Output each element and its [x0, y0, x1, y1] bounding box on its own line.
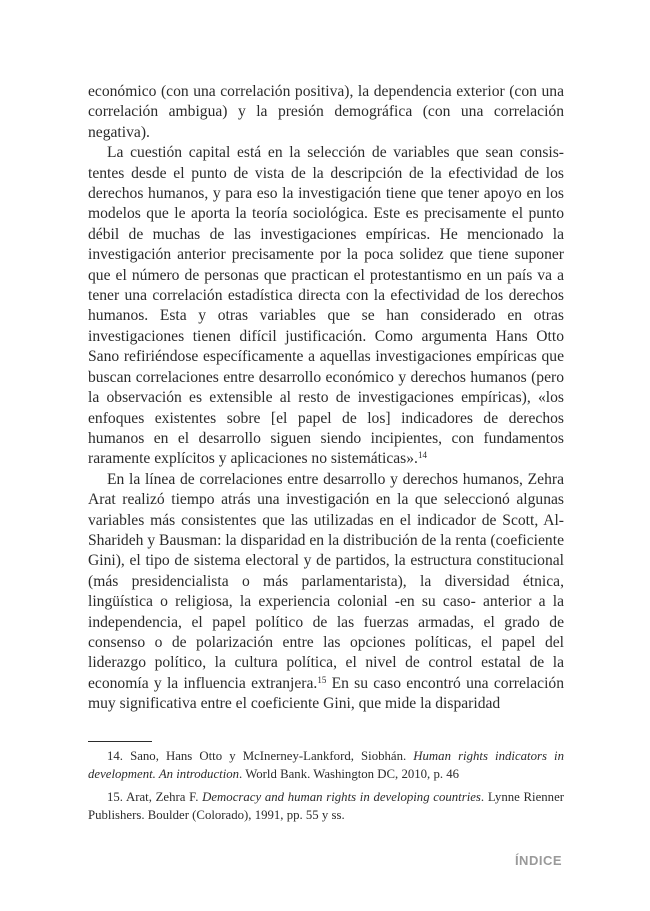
paragraph-continuation: económico (con una correlación positiva), la dependencia exterior (con una correlación ambigua) y la presión demográfica (con una correlación negativa). [88, 83, 564, 141]
page-body [88, 82, 564, 715]
footnotes [88, 748, 564, 830]
paragraph-text: La cuestión capital está en la selección de variables que sean consistentes desde el punto de vista de la descripción de la efectividad de los derechos humanos, y para eso la investigación tiene que tener apoyo en los modelos que le aporta la teoría sociológica. Este es precisamente el punto débil de muchas de las investigaciones empíricas. He mencionado la investigación anterior precisamente por la poca solidez que tiene suponer que el número de personas que practican el protestantismo en un país va a tener una correlación estadística directa con la efectividad de los derechos humanos. Esta y otras variables que se han considerado en otras investigaciones tienen difícil justificación. Como argumenta Hans Otto Sano refiriéndose específicamente a aquellas investigaciones empíricas que buscan correlaciones entre desarrollo económico y derechos humanos (pero la observación es extensible al resto de investigaciones empíricas), «los enfoques existentes sobre [el papel de los] indicadores de derechos humanos en el desarrollo siguen siendo incipientes, con fundamentos raramente explícitos y aplicaciones no sistemáticas». [88, 144, 564, 468]
index-link[interactable]: ÍNDICE [514, 853, 562, 868]
footnote-lead: 14. Sano, Hans Otto y McInerney-Lankford, Siobhán. [107, 749, 414, 763]
footnote-tail: . Lynne Rienner Publishers. Boulder (Colorado), 1991, pp. 55 y ss. [88, 790, 565, 822]
footnote-title: Democracy and human rights in developing countries [202, 790, 481, 804]
footnote-title: Human rights indicators in development. An introduction [88, 749, 564, 781]
footnote-tail: . World Bank. Washington DC, 2010, p. 46 [239, 766, 460, 781]
footnote-ref-14[interactable]: 14 [417, 450, 427, 461]
paragraph-text: En su caso encontró una correlación muy significativa entre el coeficiente Gini, que mide la disparidad [88, 674, 564, 713]
footnote-15 [88, 789, 564, 824]
footnote-divider [88, 741, 152, 742]
paragraph-arat-research [88, 470, 564, 715]
footnote-14 [88, 748, 564, 783]
paragraph-text: En la línea de correlaciones entre desarrollo y derechos humanos, Zehra Arat realizó tiempo atrás una investigación en la que seleccionó algunas variables más consistentes que las utilizadas en el indicador de Scott, Al-Sharideh y Bausman: la disparidad en la distribución de la renta (coeficiente Gini), el tipo de sistema electoral y de partidos, la estructura constitucional (más presidencialista o más parlamentarista), la diversidad étnica, lingüística o religiosa, la experiencia colonial -en su caso- anterior a la independencia, el papel político de las fuerzas armadas, el grado de consenso o de polarización entre las opciones políticas, el papel del liderazgo político, la cultura política, el nivel de control estatal de la economía y la influencia extranjera. [88, 470, 564, 692]
footnote-ref-15[interactable]: 15 [317, 674, 327, 685]
footnote-lead: 15. Arat, Zehra F. [107, 790, 203, 804]
paragraph-variable-selection [88, 143, 564, 470]
